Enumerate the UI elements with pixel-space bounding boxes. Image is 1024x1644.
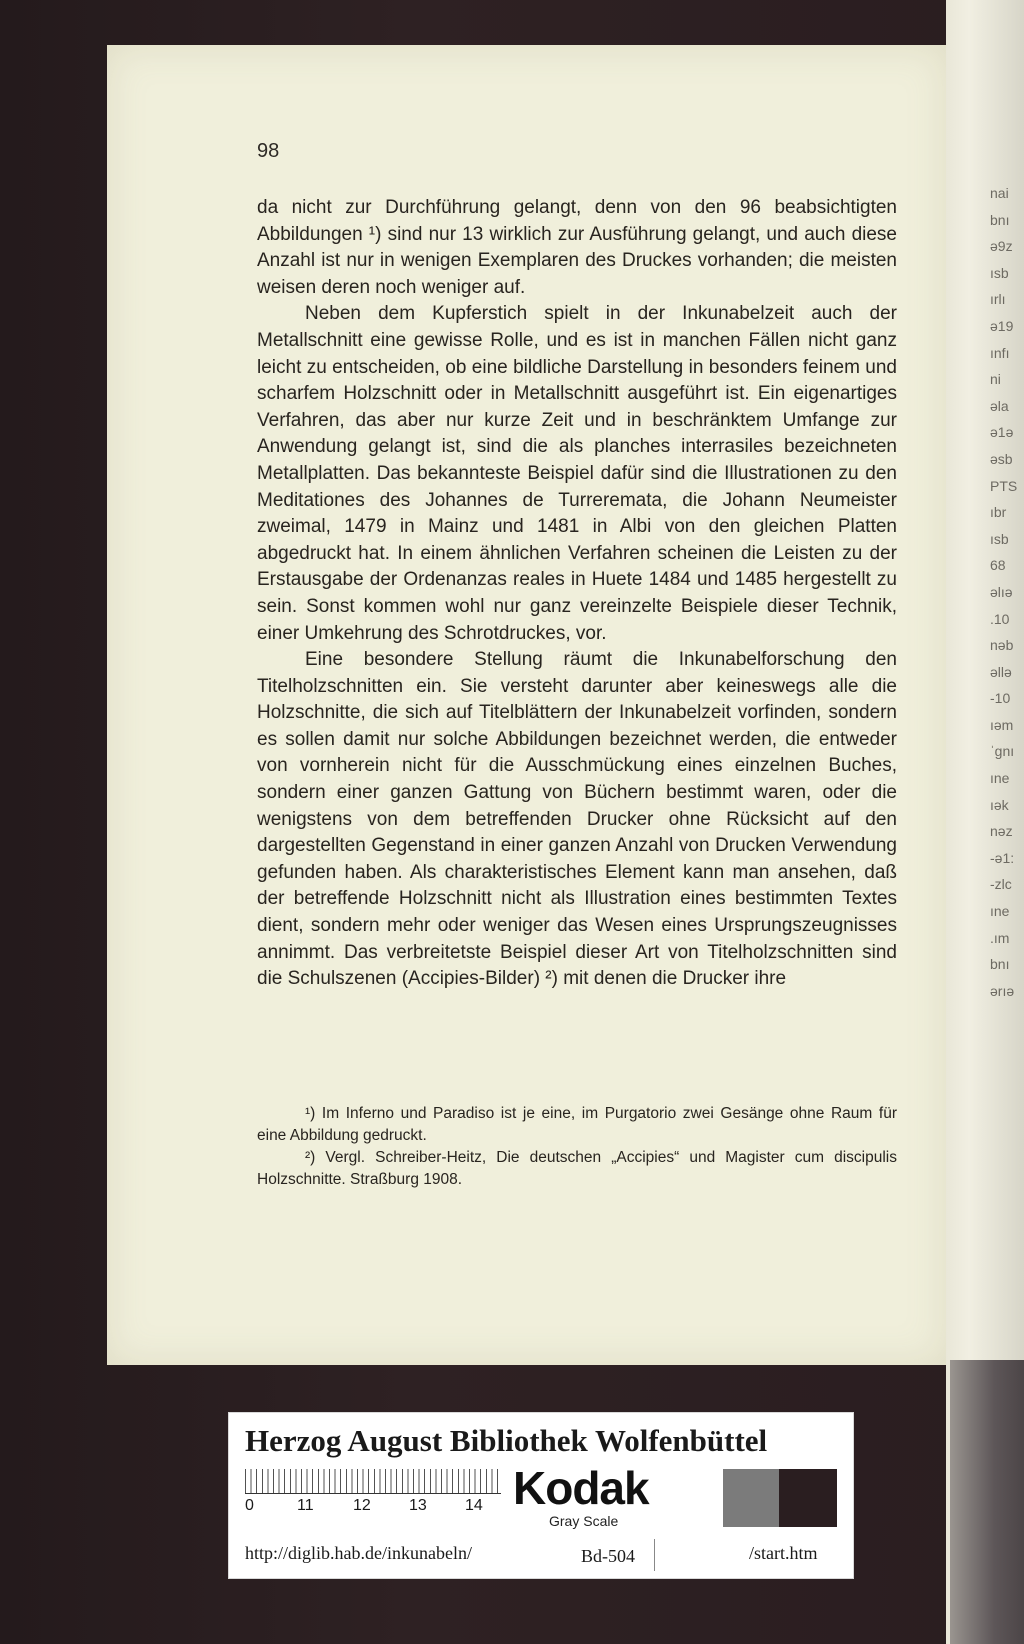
adjacent-page-fragment: -10 — [990, 690, 1011, 707]
page-body — [257, 195, 897, 993]
paragraph-1: da nicht zur Durchführung gelangt, denn von den 96 beabsichtigten Abbildungen ¹) sind nur 13 wirklich zur Ausführung gelangt, und auch diese Anzahl ist nur in wenigen Exemplaren des Druckes vorhanden; die meisten weisen deren noch weniger auf. — [257, 197, 897, 298]
ruler-label: 14 — [465, 1497, 483, 1514]
paragraph-2: Neben dem Kupferstich spielt in der Inkunabelzeit auch der Metallschnitt eine gewisse Rolle, und es ist in manchen Fällen nicht ganz leicht zu entscheiden, ob eine bildliche Darstellung in besonders feinem und scharfem Holzschnitt oder in Metallschnitt ausgeführt ist. Ein eigenartiges Verfahren, das aber nur kurze Zeit und in beschränktem Umfange zur Anwendung gelangt ist, sind die als planches interrasiles bezeichneten Metallplatten. Das bekannteste Beispiel dafür sind die Illustrationen zu den Meditationes des Johannes de Turreremata, die Johann Neumeister zweimal, 1479 in Mainz und 1481 in Albi von den gleichen Platten abgedruckt hat. In einem ähnlichen Verfahren scheinen die Leisten zu der Erstausgabe der Ordenanzas reales in Huete 1484 und 1485 hergestellt zu sein. Sonst kommen wohl nur ganz vereinzelte Beispiele dieser Technik, einer Umkehrung des Schrotdruckes, vor. — [257, 303, 897, 644]
adjacent-page-fragment: ə19 — [990, 317, 1014, 334]
adjacent-page-fragment: ısb — [990, 264, 1009, 281]
footnotes — [257, 1103, 897, 1191]
adjacent-page-fragment: ni — [990, 371, 1001, 388]
adjacent-page-fragment: əlıə — [990, 583, 1013, 600]
adjacent-page-fragment: .10 — [990, 610, 1010, 627]
book-edge-shadow — [950, 1360, 1024, 1644]
adjacent-page-fragment: nai — [990, 185, 1009, 201]
adjacent-page-fragment: ısb — [990, 530, 1009, 547]
book-page — [107, 45, 946, 1365]
adjacent-page-fragment: ıək — [990, 796, 1009, 813]
adjacent-page-fragment: ıne — [990, 903, 1010, 920]
gray-scale-label: Gray Scale — [549, 1513, 619, 1529]
adjacent-page-fragment: ıəm — [990, 716, 1014, 733]
ruler-label: 0 — [245, 1497, 254, 1514]
adjacent-page-fragment: nəz — [990, 823, 1013, 840]
adjacent-page-fragment: .ım — [990, 929, 1010, 946]
adjacent-page-fragment: ərıə — [990, 982, 1015, 999]
target-id: Bd-504 — [581, 1546, 635, 1566]
gray-patch-mid — [723, 1469, 779, 1527]
measurement-ruler — [245, 1469, 501, 1494]
target-start-path: /start.htm — [749, 1543, 818, 1563]
adjacent-page-fragment: nəb — [990, 637, 1014, 654]
adjacent-page-fragment: 68 — [990, 557, 1006, 574]
kodak-logo: Kodak — [513, 1462, 649, 1514]
adjacent-page-fragment: ıbr — [990, 504, 1007, 521]
adjacent-page-fragment: bnı — [990, 211, 1010, 228]
adjacent-page-text — [990, 180, 1024, 1140]
adjacent-page-fragment: ırlı — [990, 291, 1006, 308]
adjacent-page-fragment: ˈgnı — [990, 743, 1015, 760]
ruler-label: 13 — [409, 1497, 427, 1514]
page-number: 98 — [257, 140, 280, 162]
adjacent-page-fragment: ınfı — [990, 344, 1010, 361]
paragraph-3: Eine besondere Stellung räumt die Inkunabelforschung den Titelholzschnitten ein. Sie versteht darunter aber keineswegs alle die Holzschnitte, die sich auf Titelblättern der Inkunabelzeit vorfinden, sondern es sollen damit nur solche Abbildungen bezeichnet werden, die entweder von vornherein nicht für die Ausschmückung eines einzelnen Buches, sondern einer ganzen Gattung von Büchern bestimmt waren, oder die wenigstens von dem betreffenden Drucker ohne Rücksicht auf den dargestellten Gegenstand in einer ganzen Anzahl von Drucken Verwendung gefunden haben. Als charakteristisches Element kann man ansehen, daß der betreffende Holzschnitt nicht als Illustration eines bestimmten Textes dient, sondern mehr oder weniger das Wesen eines Ursprungszeugnisses annimmt. Das verbreitetste Beispiel dieser Art von Titelholzschnitten sind die Schulszenen (Accipies-Bilder) ²) mit denen die Drucker ihre — [257, 649, 897, 990]
footnote-1: ¹) Im Inferno und Paradiso ist je eine, im Purgatorio zwei Gesänge ohne Raum für eine Abbildung gedruckt. — [257, 1105, 897, 1144]
adjacent-page-fragment: -ə1: — [990, 849, 1015, 866]
gray-patch-dark — [779, 1469, 837, 1527]
adjacent-page-fragment: bnı — [990, 956, 1010, 973]
adjacent-page-fragment: ə9z — [990, 238, 1013, 255]
target-divider — [654, 1539, 655, 1571]
footnote-2: ²) Vergl. Schreiber-Heitz, Die deutschen „Accipies“ und Magister cum discipulis Holzschnitte. Straßburg 1908. — [257, 1149, 897, 1188]
library-title: Herzog August Bibliothek Wolfenbüttel — [245, 1423, 768, 1458]
ruler-labels — [245, 1497, 505, 1517]
ruler-label: 11 — [297, 1497, 314, 1514]
adjacent-page-fragment: -zlc — [990, 876, 1012, 893]
ruler-label: 12 — [353, 1497, 371, 1514]
adjacent-page-fragment: ə1ə — [990, 424, 1014, 441]
adjacent-page-fragment: əllə — [990, 663, 1012, 680]
target-url: http://diglib.hab.de/inkunabeln/ — [245, 1543, 472, 1563]
adjacent-page-fragment: əla — [990, 397, 1009, 414]
adjacent-page-fragment: PTS — [990, 477, 1018, 494]
adjacent-page-fragment: əsb — [990, 450, 1013, 467]
ruler-ticks — [245, 1469, 501, 1493]
color-calibration-target — [228, 1412, 854, 1579]
adjacent-page-fragment: ıne — [990, 770, 1010, 787]
